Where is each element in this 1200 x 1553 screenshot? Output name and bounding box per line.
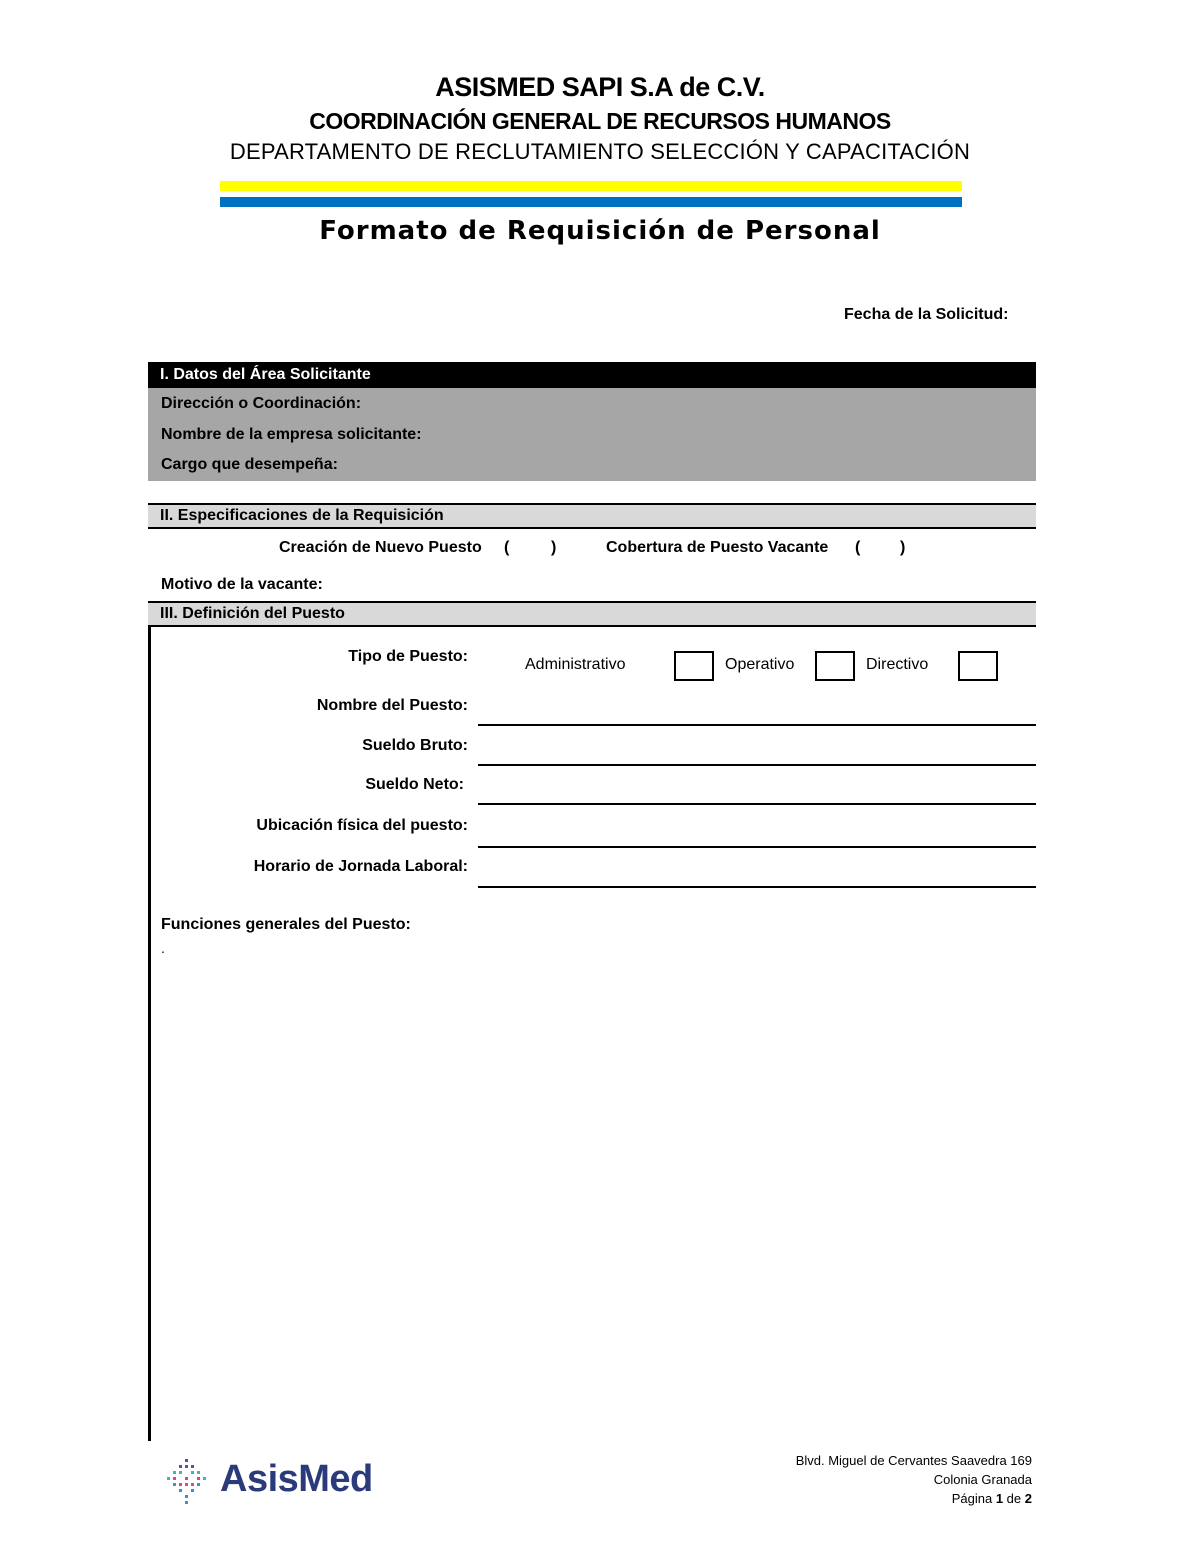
address-line-1: Blvd. Miguel de Cervantes Saavedra 169 [795,1453,1032,1468]
location-label: Ubicación física del puesto: [256,817,468,834]
option-administrativo-checkbox[interactable] [674,651,714,681]
option-operativo-checkbox[interactable] [815,651,855,681]
department-title: DEPARTAMENTO DE RECLUTAMIENTO SELECCIÓN Y CAPACITACIÓN [229,139,971,164]
vacancy-label: Cobertura de Puesto Vacante [606,539,829,556]
position-name-field[interactable] [478,724,1036,726]
page-number [952,1491,1032,1506]
section-2-title: II. Especificaciones de la Requisición [160,507,444,524]
gross-salary-field[interactable] [478,764,1036,766]
section-1-body [148,388,1036,481]
section-2-header [148,503,1036,529]
page-of: de [1006,1491,1022,1506]
section-1-header [148,362,1036,388]
gross-salary-label: Sueldo Bruto: [362,737,468,754]
new-position-paren-close: ) [551,539,557,556]
location-field[interactable] [478,846,1036,848]
functions-label: Funciones generales del Puesto: [161,916,411,933]
company-name: ASISMED SAPI S.A de C.V. [435,72,765,102]
option-directivo-checkbox[interactable] [958,651,998,681]
vacancy-paren-open: ( [855,539,861,556]
work-schedule-label: Horario de Jornada Laboral: [253,858,468,875]
page-total: 2 [1024,1491,1032,1506]
position-held-label: Cargo que desempeña: [161,456,338,473]
vacancy-paren-close: ) [900,539,906,556]
net-salary-label: Sueldo Neto: [365,776,464,793]
address-line-2: Colonia Granada [933,1472,1032,1487]
work-schedule-field[interactable] [478,886,1036,888]
page-word: Página [951,1491,993,1506]
section-3-header [148,601,1036,627]
position-name-label: Nombre del Puesto: [316,697,468,714]
option-operativo-label: Operativo [725,656,795,673]
yellow-divider [220,181,962,191]
asismed-logo-icon [164,1458,212,1506]
request-date-label: Fecha de la Solicitud: [844,306,1009,323]
option-directivo-label: Directivo [866,656,929,673]
form-title: Formato de Requisición de Personal [319,216,881,246]
option-administrativo-label: Administrativo [525,656,626,673]
company-requesting-label: Nombre de la empresa solicitante: [161,426,422,443]
vacancy-reason-label: Motivo de la vacante: [161,576,323,593]
net-salary-field[interactable] [478,803,1036,805]
page-current: 1 [995,1491,1004,1506]
coordination-title: COORDINACIÓN GENERAL DE RECURSOS HUMANOS [309,108,891,134]
asismed-logo-text: AsisMed [220,1458,373,1500]
new-position-paren-open: ( [504,539,510,556]
position-type-label: Tipo de Puesto: [348,648,468,665]
functions-value[interactable]: . [161,940,165,956]
section-1-title: I. Datos del Área Solicitante [160,366,371,383]
new-position-label: Creación de Nuevo Puesto [279,539,482,556]
section-3-title: III. Definición del Puesto [160,605,345,622]
direction-label: Dirección o Coordinación: [161,395,362,412]
blue-divider [220,197,962,207]
